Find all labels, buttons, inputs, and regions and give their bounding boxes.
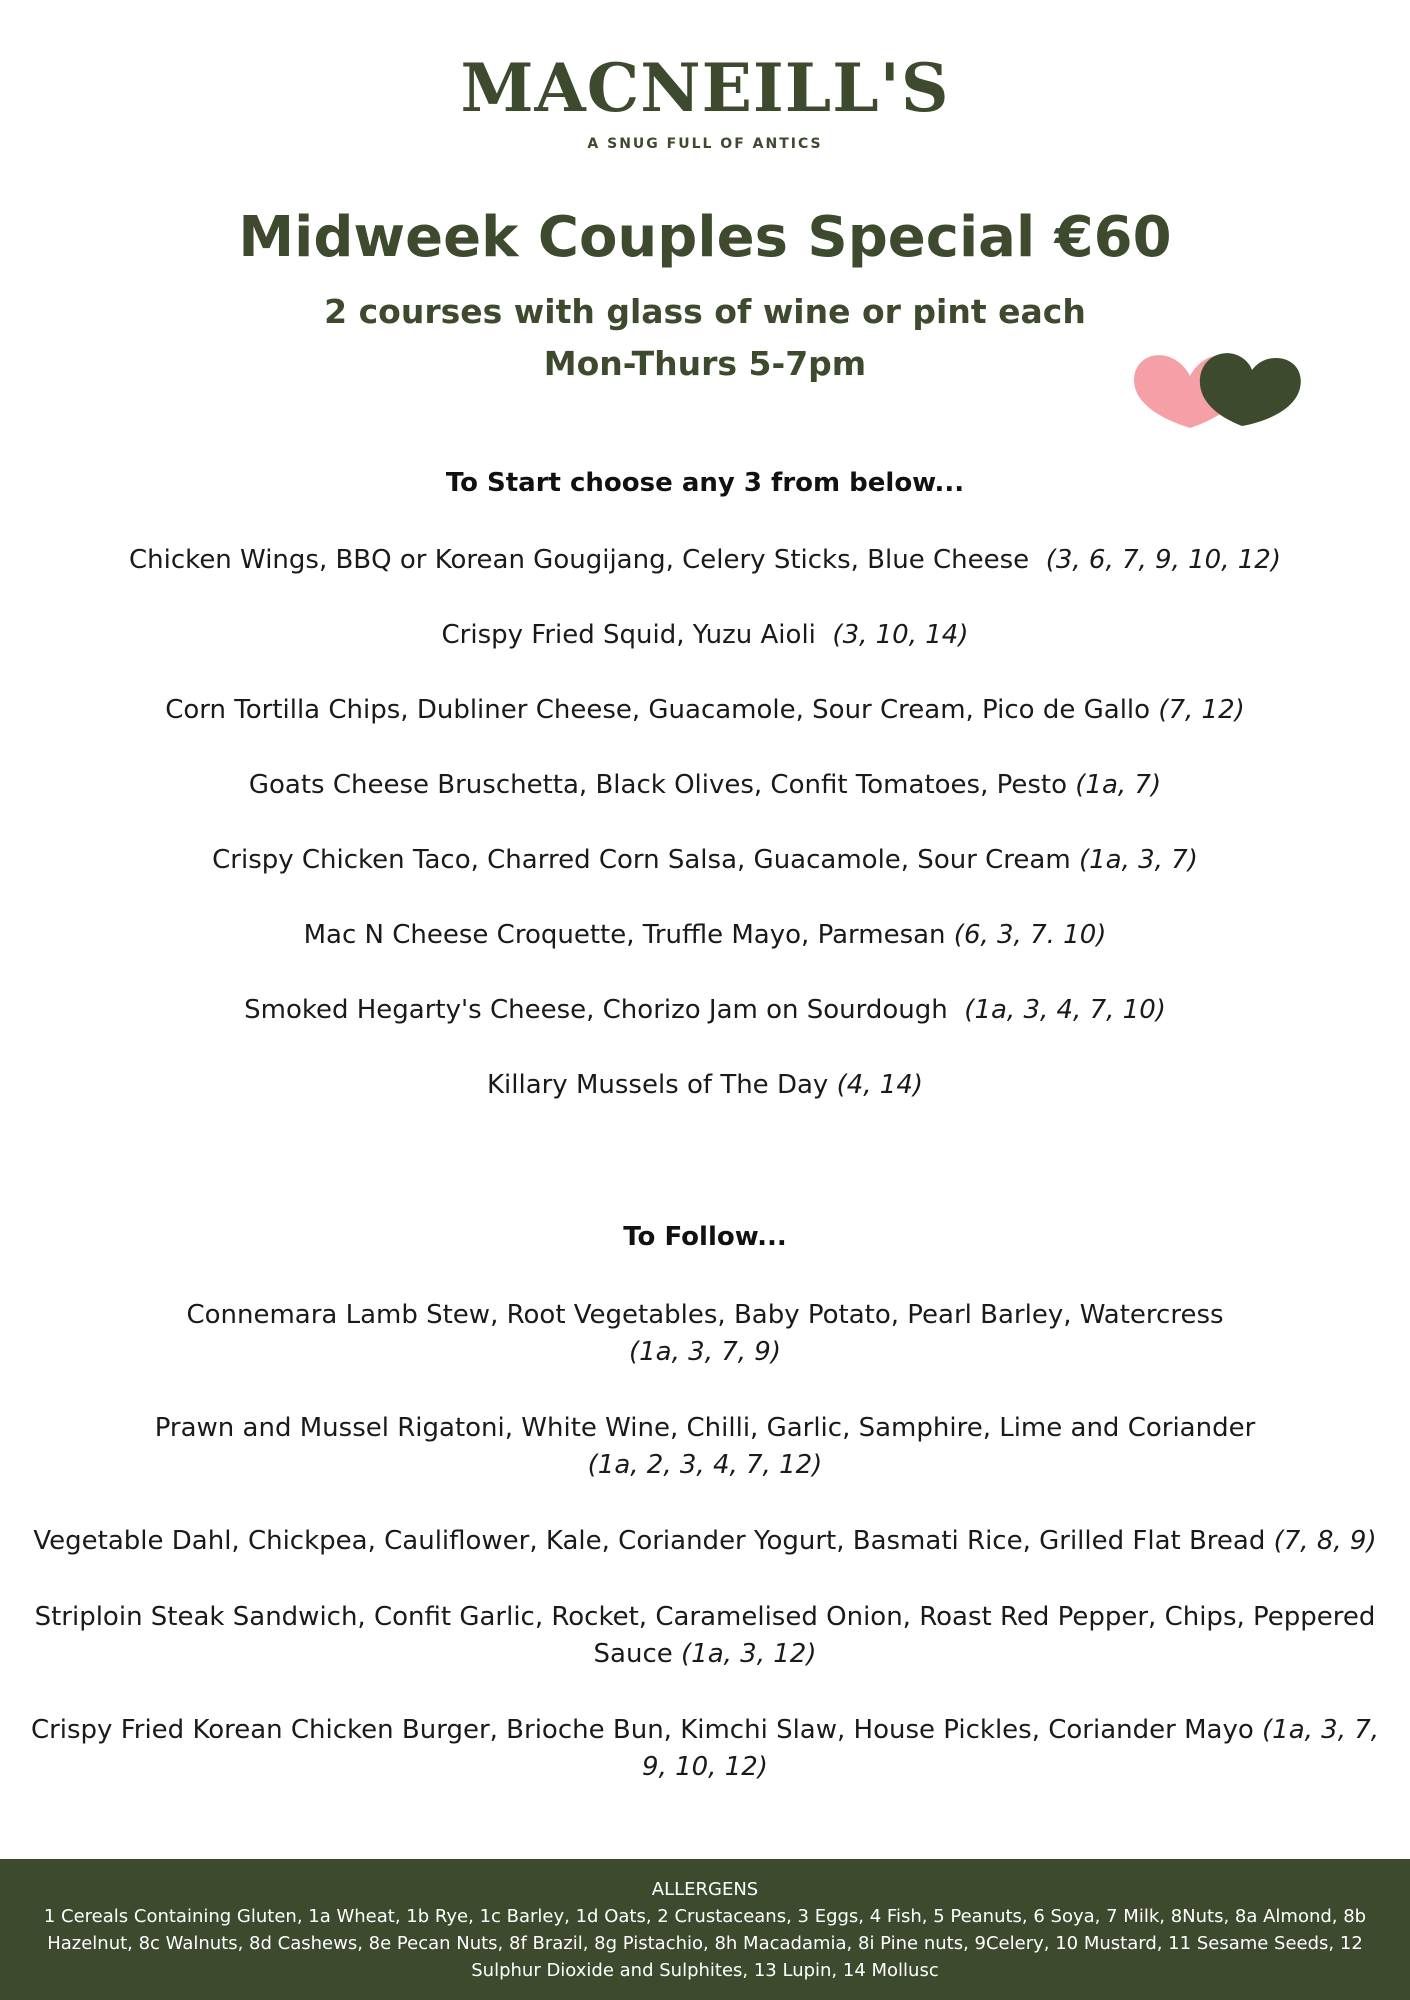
list-item — [20, 542, 1390, 617]
list-item — [20, 1712, 1390, 1786]
hearts-icon — [1128, 340, 1303, 440]
dish-name: Crispy Chicken Taco, Charred Corn Salsa, Guacamole, Sour Cream — [212, 845, 1071, 875]
allergens-title: ALLERGENS — [651, 1879, 759, 1900]
starters-list — [20, 542, 1390, 1142]
list-item — [20, 1067, 1390, 1142]
dish-allergens: (1a, 3, 4, 7, 10) — [964, 995, 1166, 1025]
brand-tagline: A SNUG FULL OF ANTICS — [587, 136, 823, 152]
dish-name: Chicken Wings, BBQ or Korean Gougijang, Celery Sticks, Blue Cheese — [129, 545, 1030, 575]
dish-allergens: (3, 6, 7, 9, 10, 12) — [1045, 545, 1281, 575]
dish-allergens: (1a, 2, 3, 4, 7, 12) — [587, 1450, 823, 1480]
dish-name: Corn Tortilla Chips, Dubliner Cheese, Guacamole, Sour Cream, Pico de Gallo — [165, 695, 1151, 725]
dish-allergens: (1a, 3, 7) — [1078, 845, 1198, 875]
offer-subtitle: 2 courses with glass of wine or pint each — [324, 292, 1086, 331]
list-item — [20, 1523, 1390, 1560]
list-item — [20, 1297, 1390, 1371]
list-item — [20, 842, 1390, 917]
mains-heading: To Follow... — [623, 1222, 787, 1252]
dish-allergens: (1a, 3, 7, 9) — [629, 1337, 781, 1367]
offer-hours: Mon-Thurs 5-7pm — [543, 344, 867, 383]
dish-allergens: (1a, 3, 7, 9, 10, 12) — [642, 1715, 1380, 1782]
list-item — [20, 917, 1390, 992]
dish-allergens: (6, 3, 7. 10) — [953, 920, 1107, 950]
allergens-footer — [0, 1859, 1410, 2000]
list-item — [20, 692, 1390, 767]
dish-name: Crispy Fried Korean Chicken Burger, Brioche Bun, Kimchi Slaw, House Pickles, Coriander Mayo — [30, 1715, 1254, 1745]
dish-name: Smoked Hegarty's Cheese, Chorizo Jam on Sourdough — [244, 995, 948, 1025]
list-item — [20, 617, 1390, 692]
page-title: Midweek Couples Special €60 — [238, 205, 1172, 270]
brand-name: MACNEILL'S — [460, 49, 950, 127]
dish-name: Goats Cheese Bruschetta, Black Olives, Confit Tomatoes, Pesto — [248, 770, 1068, 800]
dish-name: Connemara Lamb Stew, Root Vegetables, Baby Potato, Pearl Barley, Watercress — [186, 1300, 1224, 1330]
list-item — [20, 767, 1390, 842]
list-item — [20, 1410, 1390, 1484]
list-item — [20, 992, 1390, 1067]
dish-allergens: (3, 10, 14) — [832, 620, 969, 650]
dish-allergens: (1a, 3, 12) — [681, 1639, 817, 1669]
dish-allergens: (4, 14) — [836, 1070, 924, 1100]
allergens-legend: 1 Cereals Containing Gluten, 1a Wheat, 1b Rye, 1c Barley, 1d Oats, 2 Crustaceans, 3 Eggs, 4 Fish, 5 Peanuts, 6 Soya, 7 Milk, 8Nuts, 8a Almond, 8b Hazelnut, 8c Walnuts, 8d Cashews, 8e Pecan Nuts, 8f Brazil, 8g Pistachio, 8h Macadamia, 8i Pine nuts, 9Celery, 10 Mustard, 11 Sesame Seeds, 12 Sulphur Dioxide and Sulphites, 13 Lupin, 14 Mollusc — [43, 1906, 1367, 1981]
dish-name: Prawn and Mussel Rigatoni, White Wine, Chilli, Garlic, Samphire, Lime and Coriander — [154, 1413, 1256, 1443]
list-item — [20, 1599, 1390, 1673]
dish-allergens: (1a, 7) — [1075, 770, 1162, 800]
dish-allergens: (7, 8, 9) — [1273, 1526, 1377, 1556]
dish-name: Vegetable Dahl, Chickpea, Cauliflower, Kale, Coriander Yogurt, Basmati Rice, Grilled Flat Bread — [33, 1526, 1266, 1556]
dish-name: Killary Mussels of The Day — [486, 1070, 829, 1100]
brand-logo — [0, 50, 1410, 152]
dish-name: Mac N Cheese Croquette, Truffle Mayo, Parmesan — [303, 920, 946, 950]
dish-name: Crispy Fried Squid, Yuzu Aioli — [441, 620, 816, 650]
dish-name: Striploin Steak Sandwich, Confit Garlic, Rocket, Caramelised Onion, Roast Red Pepper, Chips, Peppered Sauce — [34, 1602, 1376, 1669]
starters-heading: To Start choose any 3 from below... — [445, 468, 965, 498]
mains-list — [20, 1297, 1390, 1825]
dish-allergens: (7, 12) — [1158, 695, 1245, 725]
